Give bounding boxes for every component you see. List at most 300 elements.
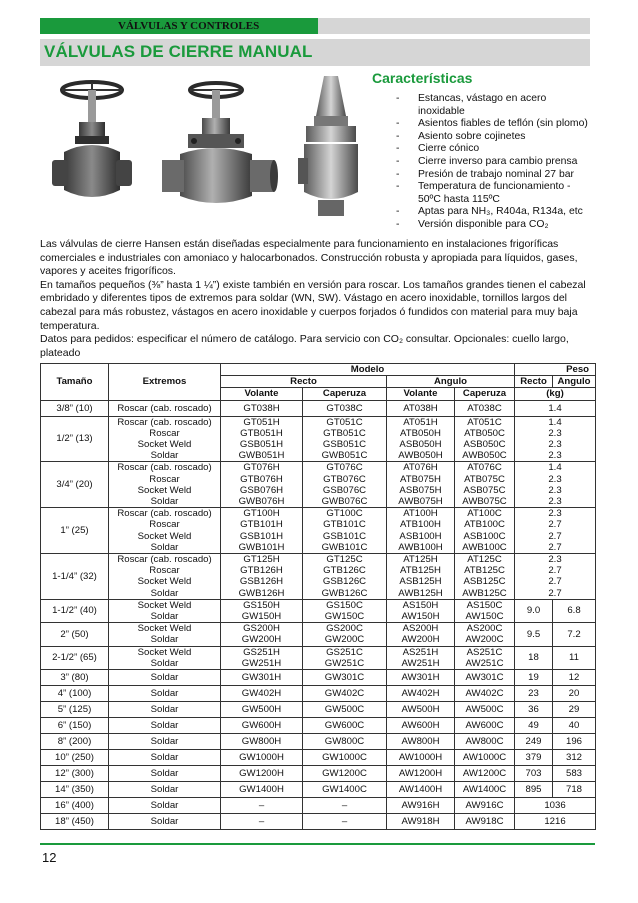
angle-cap-cell — [455, 782, 515, 798]
spec-table — [40, 363, 596, 830]
angle-handwheel-cell-line: AT051H — [403, 416, 438, 428]
straight-cap-cell-line: GS251C — [326, 646, 363, 658]
angle-handwheel-cell — [387, 670, 455, 686]
angle-cap-cell-line: AWB125C — [462, 587, 507, 599]
straight-cap-cell-line: GWB126C — [321, 587, 368, 599]
angle-cap-cell-line: AW402C — [465, 687, 504, 699]
header-model: Modelo — [221, 364, 515, 376]
weight-cell-line: 2.7 — [548, 576, 562, 588]
size-cell: 16” (400) — [41, 798, 109, 814]
ends-cell-line: Socket Weld — [137, 576, 192, 588]
angle-handwheel-cell-line: AW402H — [401, 687, 440, 699]
table-row — [41, 623, 596, 646]
angle-handwheel-cell — [387, 416, 455, 462]
size-cell: 8” (200) — [41, 734, 109, 750]
angle-handwheel-cell — [387, 766, 455, 782]
angle-handwheel-cell — [387, 686, 455, 702]
angle-handwheel-cell-line: AT125H — [403, 554, 438, 566]
straight-cap-cell-line: GTB051C — [323, 427, 366, 439]
straight-cap-cell — [303, 814, 387, 830]
angle-handwheel-cell-line: AS200H — [402, 623, 439, 635]
weight-straight-cell: 18 — [515, 646, 553, 669]
header-angle: Angulo — [387, 376, 515, 388]
angle-handwheel-cell — [387, 508, 455, 554]
ends-cell — [109, 750, 221, 766]
weight-cell — [515, 814, 596, 830]
table-row — [41, 766, 596, 782]
bullet-dash-icon: - — [396, 130, 400, 142]
ends-cell — [109, 766, 221, 782]
straight-cap-cell-line: GS200C — [326, 623, 363, 635]
weight-cell-line: 2.3 — [548, 484, 562, 496]
weight-cell-line: 2.3 — [548, 439, 562, 451]
angle-handwheel-cell-line: AW1000H — [398, 751, 443, 763]
straight-handwheel-cell — [221, 814, 303, 830]
weight-cell-line: 2.7 — [548, 519, 562, 531]
angle-cap-cell-line: AT051C — [467, 416, 502, 428]
straight-handwheel-cell — [221, 686, 303, 702]
weight-cell-line: 2.3 — [548, 473, 562, 485]
ends-cell — [109, 814, 221, 830]
straight-handwheel-cell — [221, 554, 303, 600]
angle-cap-cell — [455, 702, 515, 718]
straight-handwheel-cell-line: GWB101H — [238, 541, 285, 553]
ends-cell-line: Soldar — [150, 634, 179, 646]
weight-cell — [515, 400, 596, 416]
angle-handwheel-cell-line: AS150H — [402, 599, 439, 611]
straight-cap-cell — [303, 462, 387, 508]
size-cell: 3” (80) — [41, 670, 109, 686]
angle-cap-cell-line: AT125C — [467, 554, 502, 566]
straight-cap-cell — [303, 766, 387, 782]
straight-cap-cell — [303, 599, 387, 622]
angle-cap-cell-line: ASB100C — [463, 530, 506, 542]
straight-handwheel-cell-line: GT051H — [243, 416, 280, 428]
feature-text: Cierre inverso para cambio prensa — [418, 155, 578, 167]
size-cell: 14” (350) — [41, 782, 109, 798]
bullet-dash-icon: - — [396, 93, 400, 104]
description — [40, 238, 595, 333]
straight-handwheel-cell-line: GWB051H — [238, 450, 285, 462]
straight-cap-cell — [303, 702, 387, 718]
weight-cell — [515, 508, 596, 554]
size-cell: 6” (150) — [41, 718, 109, 734]
table-row — [41, 670, 596, 686]
size-cell: 1-1/2” (40) — [41, 599, 109, 622]
features-heading: Características — [372, 70, 473, 86]
angle-handwheel-cell-line: AW150H — [401, 611, 440, 623]
table-row — [41, 734, 596, 750]
angle-cap-cell-line: AW150C — [465, 611, 504, 623]
ends-cell-line: Socket Weld — [137, 623, 192, 635]
straight-handwheel-cell-line: GT125H — [243, 554, 280, 566]
weight-cell-line: 2.7 — [548, 541, 562, 553]
ends-cell — [109, 400, 221, 416]
description-paragraph: Las válvulas de cierre Hansen están diseñadas especialmente para funcionamiento en instalaciones frigoríficas comerciales e industriales con amoniaco y halocarbonados. Construcción robusta y apropiada para líquidos, gases, vapores y aceites frigoríficos. — [40, 238, 578, 278]
feature-text: inoxidable — [418, 105, 465, 117]
weight-straight-cell: 36 — [515, 702, 553, 718]
angle-cap-cell-line: ATB100C — [464, 519, 505, 531]
straight-handwheel-cell — [221, 766, 303, 782]
ends-cell-line: Roscar — [149, 473, 180, 485]
table-row — [41, 782, 596, 798]
straight-cap-cell — [303, 686, 387, 702]
weight-cell — [515, 462, 596, 508]
feature-text: Asientos fiables de teflón (sin plomo) — [418, 118, 588, 130]
straight-handwheel-cell — [221, 670, 303, 686]
ends-cell-line: Soldar — [150, 735, 179, 747]
weight-cell — [515, 798, 596, 814]
straight-handwheel-cell-line: GW200H — [241, 634, 282, 646]
straight-cap-cell — [303, 623, 387, 646]
straight-cap-cell-line: GTB101C — [323, 519, 366, 531]
size-cell: 2” (50) — [41, 623, 109, 646]
angle-handwheel-cell — [387, 782, 455, 798]
straight-cap-cell-line: GWB051C — [321, 450, 368, 462]
feature-text: Asiento sobre cojinetes — [418, 130, 526, 142]
table-row — [41, 718, 596, 734]
angle-cap-cell — [455, 400, 515, 416]
angle-handwheel-cell — [387, 718, 455, 734]
straight-cap-cell-line: GTB126C — [323, 565, 366, 577]
table-row — [41, 554, 596, 600]
weight-angle-cell: 12 — [553, 670, 596, 686]
order-note — [40, 333, 595, 360]
angle-cap-cell-line: AWB100C — [462, 541, 507, 553]
angle-cap-cell-line: ATB050C — [464, 427, 505, 439]
straight-handwheel-cell-line: GS200H — [243, 623, 280, 635]
straight-handwheel-cell — [221, 734, 303, 750]
feature-text: Cierre cónico — [418, 143, 480, 155]
size-cell: 4” (100) — [41, 686, 109, 702]
straight-handwheel-cell-line: GTB051H — [240, 427, 283, 439]
header-weight-angle: Angulo — [553, 376, 596, 388]
angle-handwheel-cell-line: ASB050H — [399, 439, 442, 451]
straight-handwheel-cell-line: GSB126H — [239, 576, 284, 588]
footer-rule — [40, 843, 595, 845]
weight-cell-line: 1036 — [544, 799, 566, 811]
straight-handwheel-cell-line: GSB076H — [239, 484, 284, 496]
ends-cell — [109, 646, 221, 669]
feature-item — [396, 118, 596, 131]
angle-handwheel-cell — [387, 599, 455, 622]
weight-cell-line: 2.3 — [548, 450, 562, 462]
angle-handwheel-cell-line: AS251H — [402, 646, 439, 658]
straight-cap-cell-line: GW800C — [324, 735, 365, 747]
angle-cap-cell — [455, 554, 515, 600]
weight-cell-line: 1216 — [544, 815, 566, 827]
straight-handwheel-cell-line: – — [258, 799, 265, 811]
ends-cell-line: Socket Weld — [137, 599, 192, 611]
ends-cell — [109, 554, 221, 600]
ends-cell — [109, 718, 221, 734]
weight-angle-cell: 196 — [553, 734, 596, 750]
ends-cell-line: Roscar (cab. roscado) — [117, 462, 212, 474]
bullet-dash-icon: - — [396, 168, 400, 180]
weight-cell-line: 1.4 — [548, 416, 562, 428]
angle-cap-cell-line: AS150C — [466, 599, 503, 611]
ends-cell — [109, 734, 221, 750]
angle-handwheel-cell-line: ATB125H — [400, 565, 441, 577]
bullet-dash-icon: - — [396, 218, 400, 230]
angle-cap-cell-line: AW301C — [465, 671, 504, 683]
straight-handwheel-cell-line: GWB076H — [238, 496, 285, 508]
size-cell: 5” (125) — [41, 702, 109, 718]
angle-handwheel-cell-line: AW918H — [401, 815, 440, 827]
angle-cap-cell — [455, 416, 515, 462]
ends-cell-line: Soldar — [150, 587, 179, 599]
feature-text: 50ºC hasta 115ºC — [418, 193, 500, 205]
feature-text: Versión disponible para CO₂ — [418, 218, 549, 230]
ends-cell-line: Roscar — [149, 519, 180, 531]
angle-cap-cell — [455, 599, 515, 622]
straight-cap-cell-line: GS150C — [326, 599, 363, 611]
angle-cap-cell — [455, 508, 515, 554]
angle-cap-cell-line: ATB125C — [464, 565, 505, 577]
angle-handwheel-cell — [387, 798, 455, 814]
ends-cell-line: Soldar — [150, 815, 179, 827]
table-row — [41, 462, 596, 508]
straight-cap-cell — [303, 508, 387, 554]
angle-cap-cell-line: AW1000C — [462, 751, 507, 763]
straight-handwheel-cell-line: – — [258, 815, 265, 827]
weight-cell-line: 2.3 — [548, 508, 562, 520]
angle-handwheel-cell — [387, 734, 455, 750]
straight-cap-cell-line: GT038C — [326, 402, 363, 414]
feature-item — [396, 93, 596, 118]
ends-cell — [109, 599, 221, 622]
angle-handwheel-cell-line: ATB100H — [400, 519, 441, 531]
ends-cell-line: Soldar — [150, 767, 179, 779]
straight-cap-cell-line: GT076C — [326, 462, 363, 474]
straight-cap-cell — [303, 400, 387, 416]
angle-handwheel-cell-line: AWB100H — [398, 541, 443, 553]
straight-handwheel-cell-line: GT038H — [243, 402, 280, 414]
feature-item — [396, 131, 596, 144]
angle-cap-cell-line: AW251C — [465, 657, 504, 669]
feature-item — [396, 219, 596, 232]
feature-item — [396, 181, 596, 206]
ends-cell-line: Soldar — [150, 450, 179, 462]
straight-handwheel-cell — [221, 416, 303, 462]
bullet-dash-icon: - — [396, 143, 400, 155]
valve-photo-handwheel-small — [46, 78, 136, 218]
table-row — [41, 702, 596, 718]
weight-cell — [515, 554, 596, 600]
angle-handwheel-cell — [387, 623, 455, 646]
straight-cap-cell-line: GWB076C — [321, 496, 368, 508]
angle-handwheel-cell — [387, 814, 455, 830]
straight-cap-cell-line: GW301C — [324, 671, 365, 683]
straight-cap-cell-line: GW200C — [324, 634, 365, 646]
angle-cap-cell — [455, 750, 515, 766]
angle-handwheel-cell — [387, 750, 455, 766]
size-cell: 1” (25) — [41, 508, 109, 554]
straight-handwheel-cell-line: GW251H — [241, 657, 282, 669]
straight-handwheel-cell-line: GWB126H — [238, 587, 285, 599]
header-handwheel: Volante — [221, 388, 303, 400]
straight-cap-cell-line: GSB101C — [322, 530, 367, 542]
ends-cell-line: Soldar — [150, 783, 179, 795]
weight-straight-cell: 249 — [515, 734, 553, 750]
header-kg: (kg) — [515, 388, 596, 400]
angle-cap-cell-line: ASB125C — [463, 576, 506, 588]
straight-cap-cell-line: GSB076C — [322, 484, 367, 496]
straight-handwheel-cell-line: GW600H — [241, 719, 282, 731]
ends-cell — [109, 508, 221, 554]
feature-item — [396, 206, 596, 219]
size-cell: 1/2” (13) — [41, 416, 109, 462]
ends-cell — [109, 782, 221, 798]
weight-cell-line: 2.3 — [548, 554, 562, 566]
angle-handwheel-cell-line: AW916H — [401, 799, 440, 811]
weight-straight-cell: 9.5 — [515, 623, 553, 646]
weight-angle-cell: 20 — [553, 686, 596, 702]
straight-cap-cell-line: GW1400C — [322, 783, 367, 795]
angle-cap-cell-line: AT076C — [467, 462, 502, 474]
angle-handwheel-cell — [387, 646, 455, 669]
ends-cell — [109, 702, 221, 718]
header-straight: Recto — [221, 376, 387, 388]
bullet-dash-icon: - — [396, 181, 400, 193]
angle-handwheel-cell-line: AW301H — [401, 671, 440, 683]
straight-cap-cell-line: GT100C — [326, 508, 363, 520]
weight-cell-line: 1.4 — [548, 462, 562, 474]
straight-handwheel-cell-line: GS251H — [243, 646, 280, 658]
straight-handwheel-cell-line: GW150H — [241, 611, 282, 623]
straight-cap-cell — [303, 734, 387, 750]
header-ends: Extremos — [109, 364, 221, 401]
header-cap: Caperuza — [455, 388, 515, 400]
straight-handwheel-cell-line: GTB101H — [240, 519, 283, 531]
section-tag: VÁLVULAS Y CONTROLES — [40, 18, 318, 34]
straight-handwheel-cell-line: GT100H — [243, 508, 280, 520]
angle-handwheel-cell-line: AT076H — [403, 462, 438, 474]
angle-handwheel-cell-line: AW800H — [401, 735, 440, 747]
header-size: Tamaño — [41, 364, 109, 401]
straight-cap-cell-line: GW1200C — [322, 767, 367, 779]
straight-cap-cell — [303, 416, 387, 462]
angle-cap-cell-line: AW1200C — [462, 767, 507, 779]
angle-handwheel-cell-line: ASB125H — [399, 576, 442, 588]
ends-cell-line: Soldar — [150, 703, 179, 715]
straight-cap-cell-line: GW600C — [324, 719, 365, 731]
straight-handwheel-cell — [221, 599, 303, 622]
angle-cap-cell-line: ASB075C — [463, 484, 506, 496]
angle-handwheel-cell-line: AW200H — [401, 634, 440, 646]
ends-cell — [109, 670, 221, 686]
angle-handwheel-cell — [387, 702, 455, 718]
ends-cell-line: Roscar — [149, 427, 180, 439]
ends-cell — [109, 462, 221, 508]
weight-angle-cell: 29 — [553, 702, 596, 718]
angle-handwheel-cell-line: ASB075H — [399, 484, 442, 496]
angle-cap-cell — [455, 686, 515, 702]
header-handwheel: Volante — [387, 388, 455, 400]
straight-handwheel-cell-line: GW1200H — [239, 767, 284, 779]
ends-cell-line: Socket Weld — [137, 484, 192, 496]
ends-cell-line: Roscar (cab. roscado) — [117, 508, 212, 520]
size-cell: 10” (250) — [41, 750, 109, 766]
weight-angle-cell: 7.2 — [553, 623, 596, 646]
weight-cell-line: 2.3 — [548, 496, 562, 508]
angle-cap-cell-line: AS251C — [466, 646, 503, 658]
straight-handwheel-cell — [221, 400, 303, 416]
ends-cell-line: Socket Weld — [137, 439, 192, 451]
ends-cell-line: Roscar — [149, 565, 180, 577]
angle-handwheel-cell-line: AWB050H — [398, 450, 443, 462]
ends-cell-line: Soldar — [150, 751, 179, 763]
straight-handwheel-cell-line: GS150H — [243, 599, 280, 611]
angle-cap-cell-line: AT038C — [467, 402, 502, 414]
straight-cap-cell-line: GWB101C — [321, 541, 368, 553]
angle-handwheel-cell — [387, 462, 455, 508]
feature-text: Estancas, vástago en acero — [418, 93, 547, 104]
straight-cap-cell — [303, 646, 387, 669]
angle-cap-cell — [455, 718, 515, 734]
size-cell: 3/8” (10) — [41, 400, 109, 416]
weight-angle-cell: 40 — [553, 718, 596, 734]
weight-straight-cell: 703 — [515, 766, 553, 782]
weight-straight-cell: 379 — [515, 750, 553, 766]
features-list — [396, 93, 596, 232]
angle-cap-cell — [455, 670, 515, 686]
straight-handwheel-cell — [221, 508, 303, 554]
bullet-dash-icon: - — [396, 206, 400, 218]
table-row — [41, 416, 596, 462]
angle-handwheel-cell-line: AW500H — [401, 703, 440, 715]
angle-cap-cell — [455, 814, 515, 830]
table-row — [41, 599, 596, 622]
spec-table-body — [41, 400, 596, 829]
angle-handwheel-cell-line: AW600H — [401, 719, 440, 731]
angle-cap-cell — [455, 798, 515, 814]
straight-handwheel-cell — [221, 718, 303, 734]
feature-text: Temperatura de funcionamiento - — [418, 181, 571, 193]
ends-cell — [109, 416, 221, 462]
straight-cap-cell-line: GW1000C — [322, 751, 367, 763]
size-cell: 1-1/4” (32) — [41, 554, 109, 600]
size-cell: 18” (450) — [41, 814, 109, 830]
bullet-dash-icon: - — [396, 155, 400, 167]
straight-cap-cell — [303, 798, 387, 814]
weight-straight-cell: 49 — [515, 718, 553, 734]
straight-cap-cell-line: GSB126C — [322, 576, 367, 588]
table-row — [41, 508, 596, 554]
page-title: VÁLVULAS DE CIERRE MANUAL — [44, 42, 313, 61]
straight-handwheel-cell-line: GTB076H — [240, 473, 283, 485]
straight-cap-cell-line: GW150C — [324, 611, 365, 623]
bullet-dash-icon: - — [396, 118, 400, 130]
straight-handwheel-cell-line: GTB126H — [240, 565, 283, 577]
weight-angle-cell: 6.8 — [553, 599, 596, 622]
weight-cell-line: 1.4 — [548, 402, 562, 414]
straight-handwheel-cell-line: GSB101H — [239, 530, 284, 542]
straight-handwheel-cell-line: GT076H — [243, 462, 280, 474]
straight-handwheel-cell — [221, 623, 303, 646]
straight-cap-cell-line: GTB076C — [323, 473, 366, 485]
angle-cap-cell-line: AW916C — [465, 799, 504, 811]
feature-item — [396, 156, 596, 169]
valve-photo-handwheel-large — [158, 76, 280, 224]
feature-item — [396, 169, 596, 182]
angle-cap-cell — [455, 734, 515, 750]
angle-cap-cell-line: AW200C — [465, 634, 504, 646]
angle-handwheel-cell-line: AWB075H — [398, 496, 443, 508]
angle-handwheel-cell-line: ASB100H — [399, 530, 442, 542]
ends-cell-line: Soldar — [150, 657, 179, 669]
straight-handwheel-cell — [221, 646, 303, 669]
